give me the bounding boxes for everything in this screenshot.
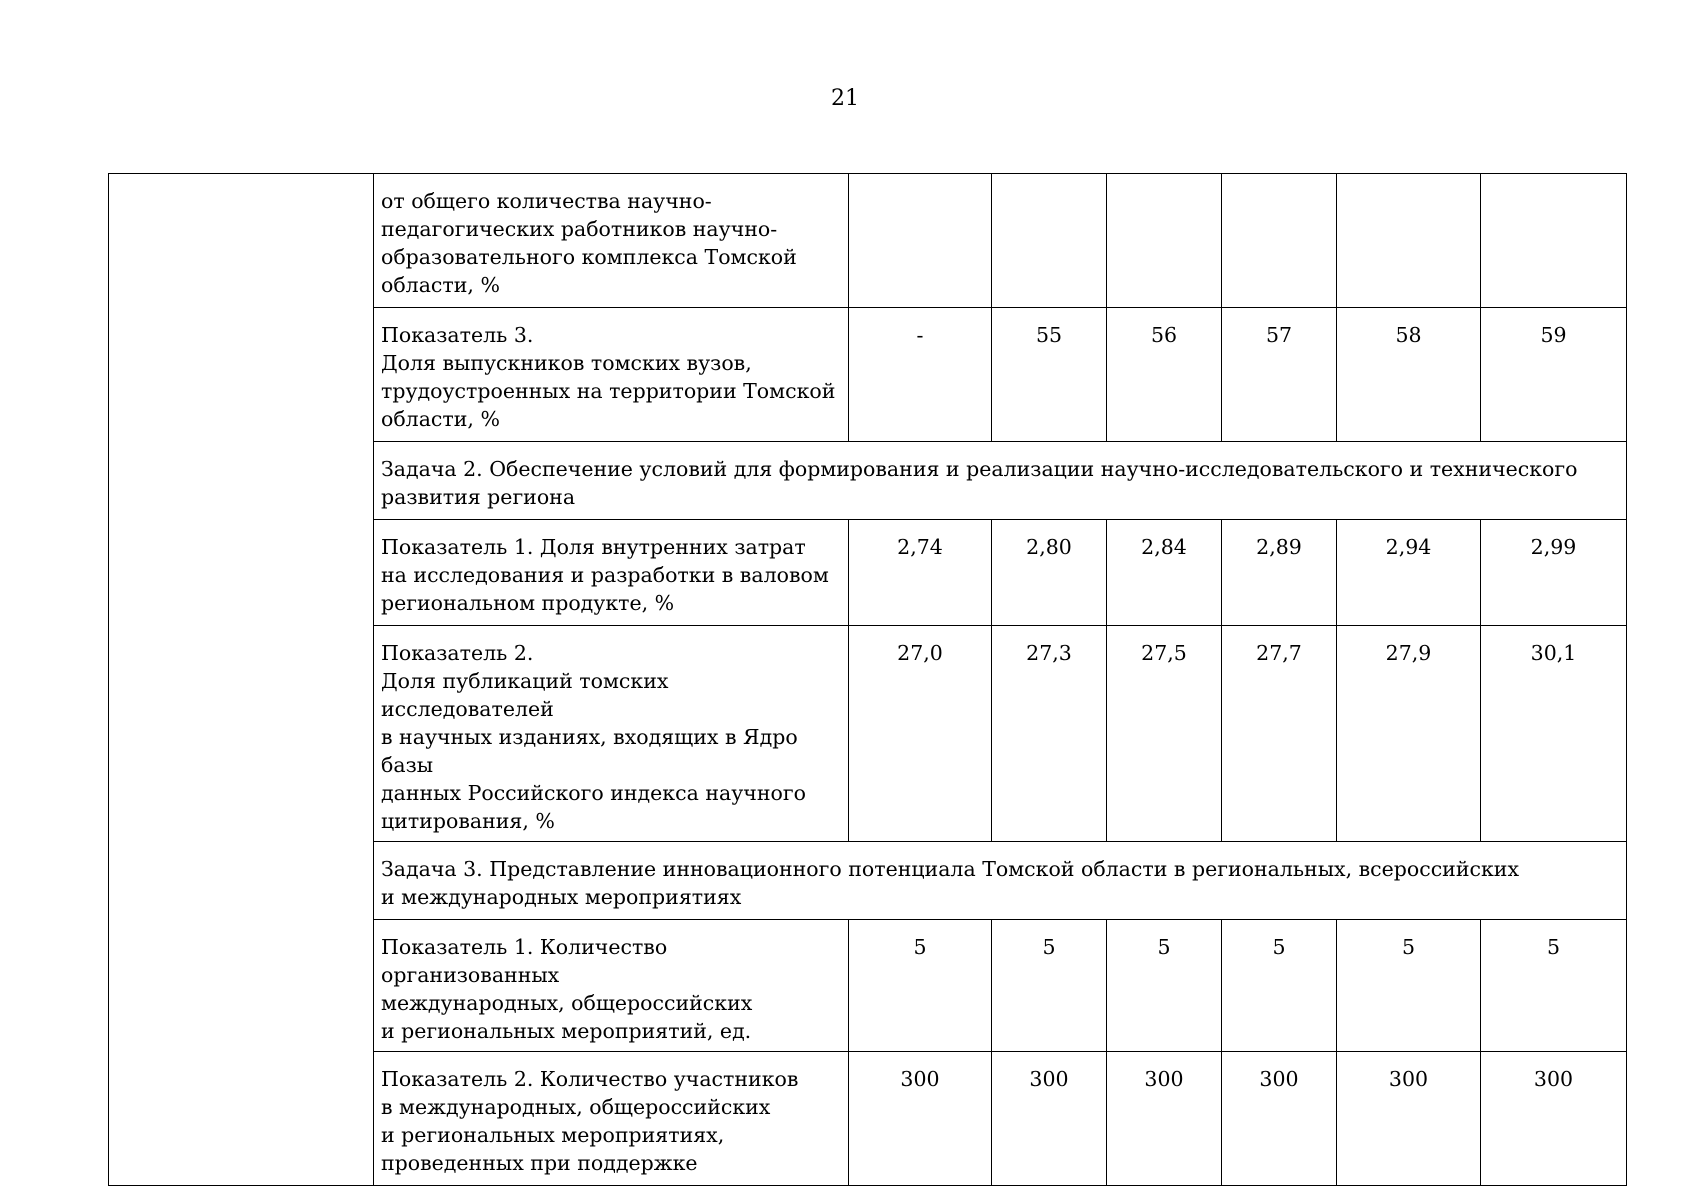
indicator-label: Показатель 2. Доля публикаций томских исследователей в научных изданиях, входящих в Ядро базы данных Российского индекса научного цитирования, %: [381, 641, 806, 833]
value-cell: 27,9: [1337, 626, 1481, 842]
value-cell: [849, 174, 992, 308]
indicator-label-cell: [374, 626, 849, 842]
task-heading: Задача 3. Представление инновационного потенциала Томской области в региональных, всероссийских и международных мероприятиях: [381, 857, 1520, 909]
value-cell: 300: [1481, 1052, 1627, 1186]
value-cell: 2,80: [992, 520, 1107, 626]
value-cell: 59: [1481, 308, 1627, 442]
value-cell: 57: [1222, 308, 1337, 442]
value-cell: 2,94: [1337, 520, 1481, 626]
value-cell: [1337, 174, 1481, 308]
value-cell: 56: [1107, 308, 1222, 442]
indicators-table: [108, 173, 1627, 1186]
value-cell: [1107, 174, 1222, 308]
value-cell: 300: [849, 1052, 992, 1186]
indicator-label: Показатель 1. Количество организованных международных, общероссийских и региональных мероприятий, ед.: [381, 935, 753, 1043]
value-cell: 2,74: [849, 520, 992, 626]
value-cell: 300: [1107, 1052, 1222, 1186]
table-row: [109, 174, 1627, 308]
value-cell: 5: [1337, 920, 1481, 1052]
value-cell: -: [849, 308, 992, 442]
value-cell: 5: [1107, 920, 1222, 1052]
task-cell: [374, 842, 1627, 920]
value-cell: 58: [1337, 308, 1481, 442]
value-cell: 5: [849, 920, 992, 1052]
value-cell: 5: [1222, 920, 1337, 1052]
value-cell: 27,3: [992, 626, 1107, 842]
indicator-label-cell: [374, 520, 849, 626]
value-cell: 2,99: [1481, 520, 1627, 626]
indicator-label: от общего количества научно- педагогических работников научно- образовательного комплекса Томской области, %: [381, 189, 797, 297]
value-cell: 27,0: [849, 626, 992, 842]
task-cell: [374, 442, 1627, 520]
value-cell: 5: [992, 920, 1107, 1052]
page-number: 21: [831, 86, 859, 111]
indicator-label: Показатель 3. Доля выпускников томских вузов, трудоустроенных на территории Томской области, %: [381, 323, 836, 431]
indicator-label: Показатель 1. Доля внутренних затрат на исследования и разработки в валовом региональном продукте, %: [381, 535, 829, 615]
value-cell: 300: [1222, 1052, 1337, 1186]
value-cell: [992, 174, 1107, 308]
value-cell: 300: [992, 1052, 1107, 1186]
indicator-label-cell: [374, 308, 849, 442]
value-cell: [1481, 174, 1627, 308]
value-cell: 2,89: [1222, 520, 1337, 626]
value-cell: 55: [992, 308, 1107, 442]
indicator-label-cell: [374, 1052, 849, 1186]
empty-left-column-cell: [109, 174, 374, 1186]
value-cell: 30,1: [1481, 626, 1627, 842]
value-cell: 2,84: [1107, 520, 1222, 626]
value-cell: [1222, 174, 1337, 308]
value-cell: 27,5: [1107, 626, 1222, 842]
indicator-label-cell: [374, 920, 849, 1052]
value-cell: 300: [1337, 1052, 1481, 1186]
indicator-label: Показатель 2. Количество участников в международных, общероссийских и региональных мероприятиях, проведенных при поддержке: [381, 1067, 799, 1175]
indicator-label-cell: [374, 174, 849, 308]
value-cell: 27,7: [1222, 626, 1337, 842]
value-cell: 5: [1481, 920, 1627, 1052]
task-heading: Задача 2. Обеспечение условий для формирования и реализации научно-исследовательского и технического развития региона: [381, 457, 1578, 509]
